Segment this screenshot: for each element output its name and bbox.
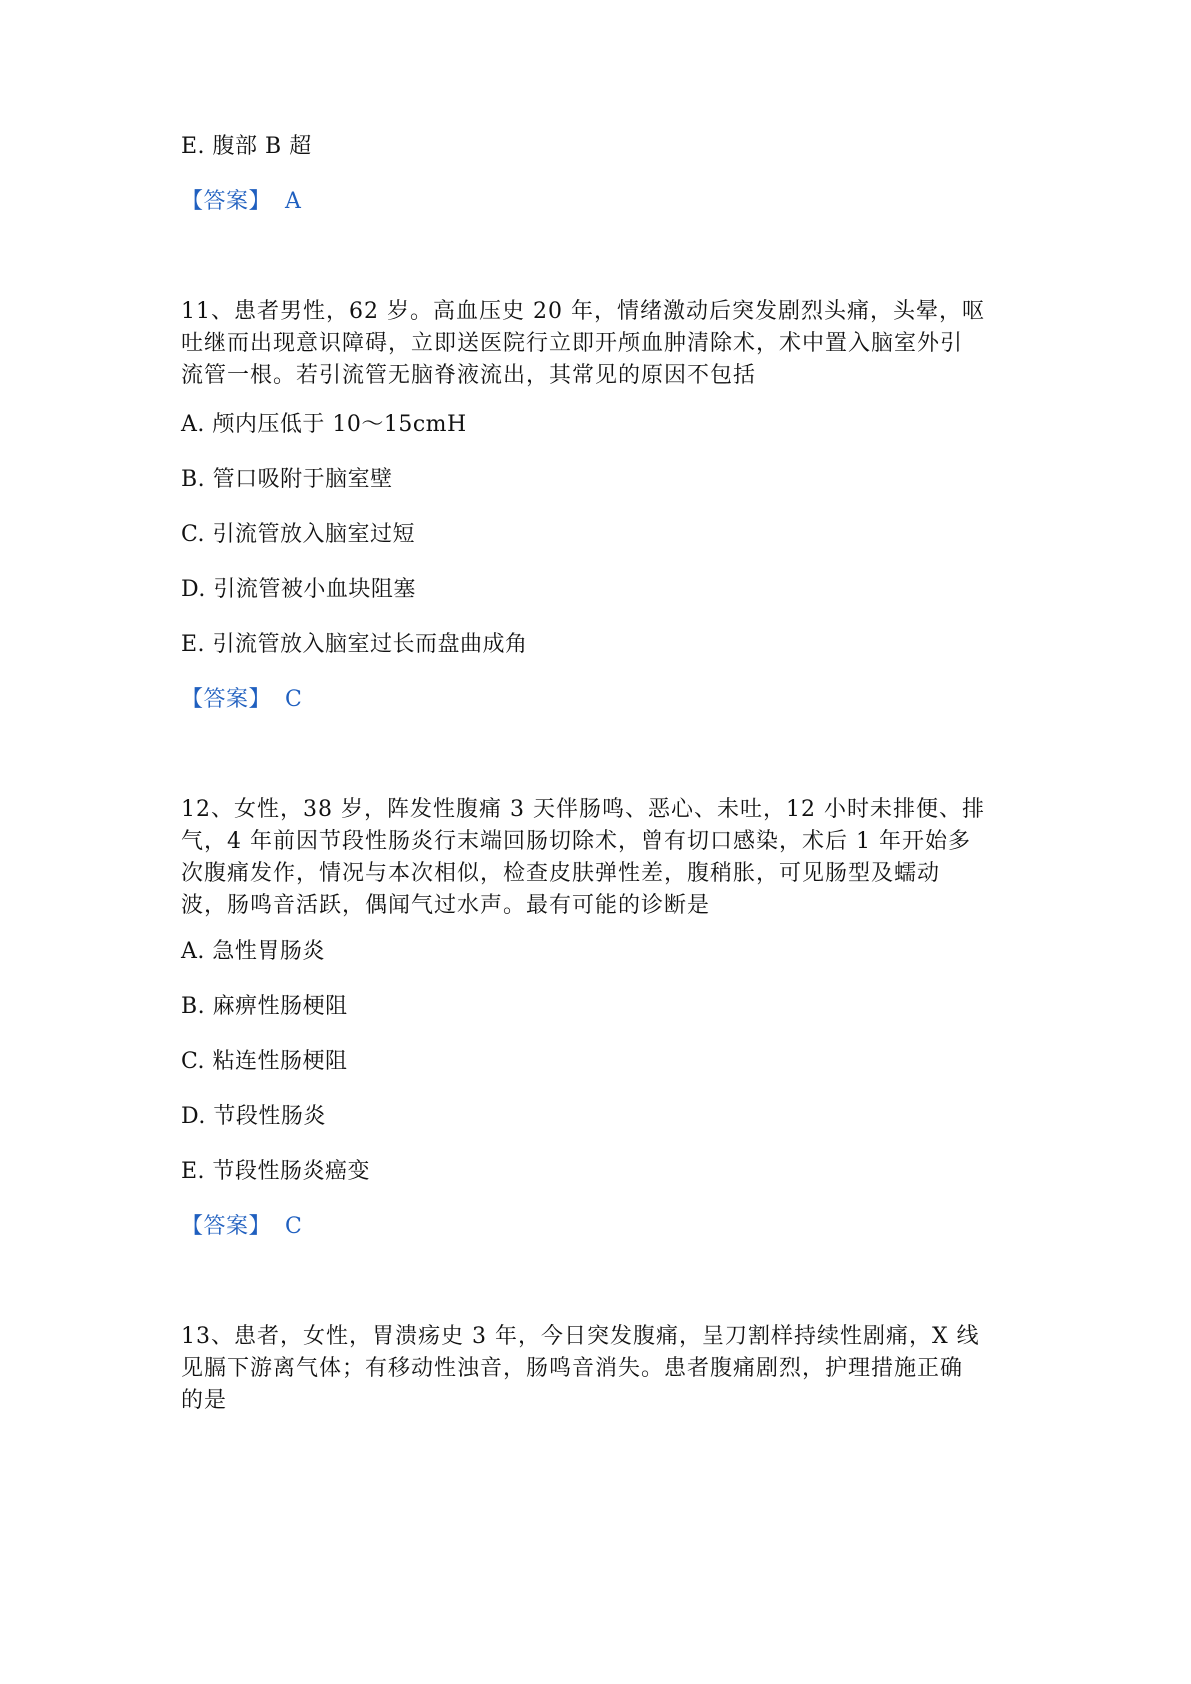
option-e-q10: E. 腹部 B 超 — [181, 134, 312, 159]
answer-value: A — [285, 189, 302, 214]
option-a-q12: A. 急性胃肠炎 — [181, 939, 325, 964]
option-c-q12: C. 粘连性肠梗阻 — [181, 1049, 348, 1074]
answer-label: 【答案】 — [181, 1214, 272, 1239]
answer-value: C — [285, 1214, 303, 1239]
option-b-q11: B. 管口吸附于脑室壁 — [181, 467, 393, 492]
answer-label: 【答案】 — [181, 687, 272, 712]
question-line: 气，4 年前因节段性肠炎行末端回肠切除术，曾有切口感染，术后 1 年开始多 — [181, 829, 971, 854]
question-line: 11、患者男性，62 岁。高血压史 20 年，情绪激动后突发剧烈头痛，头晕，呕 — [181, 299, 985, 324]
question-line: 的是 — [181, 1388, 228, 1413]
option-d-q11: D. 引流管被小血块阻塞 — [181, 577, 416, 602]
question-11-stem — [181, 296, 1011, 392]
question-line: 波，肠鸣音活跃，偶闻气过水声。最有可能的诊断是 — [181, 893, 711, 918]
option-d-q12: D. 节段性肠炎 — [181, 1104, 326, 1129]
question-line: 次腹痛发作，情况与本次相似，检查皮肤弹性差，腹稍胀，可见肠型及蠕动 — [181, 861, 941, 886]
question-line: 13、患者，女性，胃溃疡史 3 年，今日突发腹痛，呈刀割样持续性剧痛，X 线 — [181, 1324, 980, 1349]
question-line: 吐继而出现意识障碍，立即送医院行立即开颅血肿清除术，术中置入脑室外引 — [181, 331, 964, 356]
option-c-q11: C. 引流管放入脑室过短 — [181, 522, 416, 547]
option-a-q11: A. 颅内压低于 10～15cmH — [181, 412, 467, 437]
option-e-q12: E. 节段性肠炎癌变 — [181, 1159, 371, 1184]
answer-line-q10 — [181, 186, 1011, 218]
question-line: 见膈下游离气体；有移动性浊音，肠鸣音消失。患者腹痛剧烈，护理措施正确 — [181, 1356, 964, 1381]
question-line: 流管一根。若引流管无脑脊液流出，其常见的原因不包括 — [181, 363, 757, 388]
question-13-stem — [181, 1321, 1011, 1417]
answer-label: 【答案】 — [181, 189, 272, 214]
option-b-q12: B. 麻痹性肠梗阻 — [181, 994, 348, 1019]
answer-line-q12 — [181, 1211, 1011, 1243]
answer-value: C — [285, 687, 303, 712]
option-e-q11: E. 引流管放入脑室过长而盘曲成角 — [181, 632, 528, 657]
question-line: 12、女性，38 岁，阵发性腹痛 3 天伴肠鸣、恶心、未吐，12 小时未排便、排 — [181, 797, 985, 822]
question-12-stem — [181, 794, 1011, 922]
answer-line-q11 — [181, 684, 1011, 716]
